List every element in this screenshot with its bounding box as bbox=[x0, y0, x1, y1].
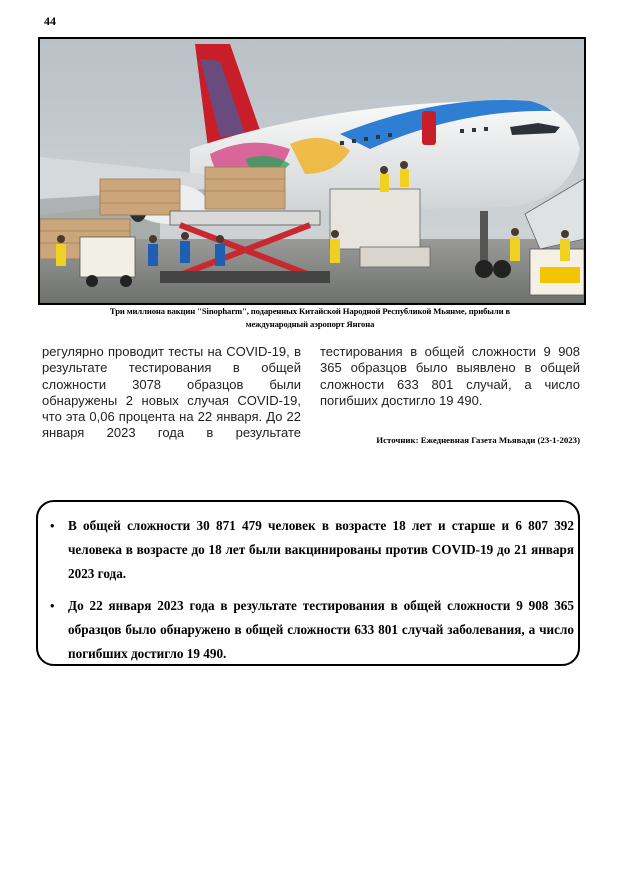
source-citation: Источник: Ежедневная Газета Мьявади (23-1-2023) bbox=[376, 435, 580, 445]
caption-line-1: Три миллиона вакцин "Sinopharm", подаренных Китайской Народной Республикой Мьянме, прибыли в bbox=[109, 306, 511, 316]
caption-line-2: международный аэропорт Янгона bbox=[245, 319, 375, 329]
summary-box bbox=[36, 500, 580, 666]
photo-caption bbox=[44, 305, 576, 331]
summary-bullet-text: В общей сложности 30 871 479 человек в возрасте 18 лет и старше и 6 807 392 человека в возрасте до 18 лет были вакцинированы против COVID-19 до 21 января 2023 года. bbox=[68, 518, 574, 581]
photo-frame bbox=[38, 37, 586, 305]
summary-bullet-text: До 22 января 2023 года в результате тестирования в общей сложности 9 908 365 образцов было обнаружено в общей сложности 633 801 случай заболевания, а число погибших достигло 19 490. bbox=[68, 598, 574, 661]
bullet-icon: • bbox=[50, 598, 55, 613]
summary-bullet-item bbox=[48, 514, 574, 586]
bullet-icon: • bbox=[50, 518, 55, 533]
summary-bullet-item bbox=[48, 594, 574, 666]
summary-list bbox=[48, 514, 574, 674]
article-left-column: регулярно проводит тесты на COVID-19, в результате тестирования в общей сложности 3078 образцов были обнаружены 2 новых случая COVID-19, что эта 0,06 процента на 22 января. До 22 января 2023 года в результате bbox=[42, 344, 301, 441]
article-right-column: тестирования в общей сложности 9 908 365 образцов было выявлено в общей сложности 633 801 случай, а число погибших достигло 19 490. bbox=[320, 344, 580, 408]
airplane-cargo-photo bbox=[40, 39, 584, 303]
page-number: 44 bbox=[44, 14, 56, 28]
